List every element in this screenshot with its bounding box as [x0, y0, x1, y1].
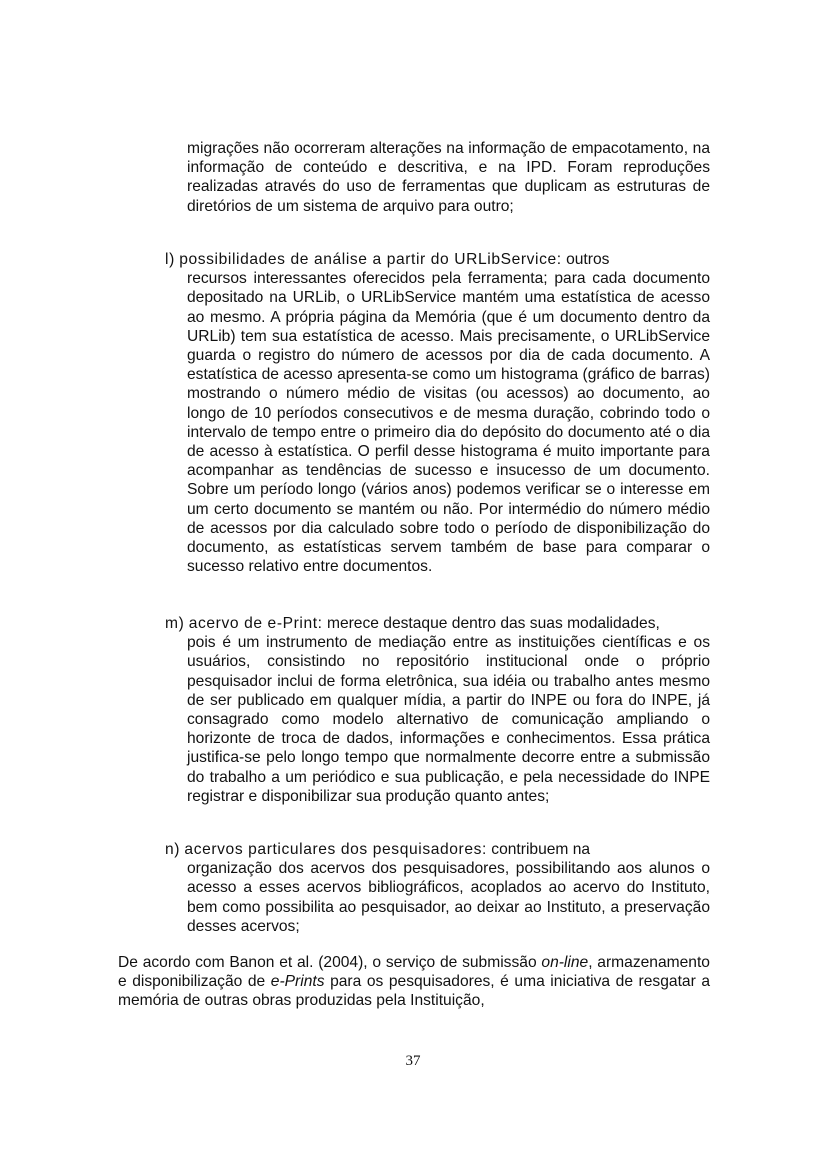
list-item-m	[165, 614, 710, 806]
closing-paragraph	[118, 953, 710, 1011]
list-marker: m)	[165, 615, 185, 632]
list-item-l	[165, 250, 710, 576]
list-marker: n)	[165, 841, 181, 858]
list-item-first-line: contribuem na	[491, 841, 591, 858]
list-marker: l)	[165, 251, 175, 268]
closing-italic-eprints: e-Prints	[270, 973, 325, 991]
list-item-body: pois é um instrumento de mediação entre as instituições científicas e os usuários, consistindo no repositório institucional onde o próprio pesquisador inclui de forma eletrônica, sua idéia ou trabalho antes mesmo de ser publicado em qualquer mídia, a partir do INPE ou fora do INPE, já consagrado como modelo alternativo de comunicação ampliando o horizonte de troca de dados, informações e conhecimentos. Essa prática justifica-se pelo longo tempo que normalmente decorre entre a submissão do trabalho a um periódico e sua publicação, e pela necessidade do INPE registrar e disponibilizar sua produção quanto antes;	[187, 634, 710, 805]
list-item-n	[165, 840, 710, 936]
list-item-body: organização dos acervos dos pesquisadores, possibilitando aos alunos o acesso a esses acervos bibliográficos, acoplados ao acervo do Instituto, bem como possibilita ao pesquisador, ao deixar ao Instituto, a preservação desses acervos;	[187, 860, 710, 935]
list-item-lead: acervo de e-Print:	[188, 615, 323, 632]
closing-text-3: para os pesquisadores, é uma iniciativa de resgatar a memória de outras obras produzidas pela Instituição,	[118, 973, 710, 1010]
closing-text-2: , armazenamento e disponibilização de	[118, 954, 710, 991]
list-item-body: recursos interessantes oferecidos pela ferramenta; para cada documento depositado na URLib, o URLibService mantém uma estatística de acesso ao mesmo. A própria página da Memória (que é um documento dentro da URLib) tem sua estatística de acesso. Mais precisamente, o URLibService guarda o registro do número de acessos por dia de cada documento. A estatística de acesso apresenta-se como um histograma (gráfico de barras) mostrando o número médio de visitas (ou acessos) ao documento, ao longo de 10 períodos consecutivos e de mesma duração, cobrindo todo o intervalo de tempo entre o primeiro dia do depósito do documento até o dia de acesso à estatística. O perfil desse histograma é muito importante para acompanhar as tendências de sucesso e insucesso de um documento. Sobre um período longo (vários anos) podemos verificar se o interesse em um certo documento se mantém ou não. Por intermédio do número médio de acessos por dia calculado sobre todo o período de disponibilização do documento, as estatísticas servem também de base para comparar o sucesso relativo entre documentos.	[187, 270, 710, 576]
list-item-lead: possibilidades de análise a partir do URLibService:	[179, 251, 562, 268]
list-item-first-line: outros	[566, 251, 610, 268]
continuation-paragraph: migrações não ocorreram alterações na informação de empacotamento, na informação de conteúdo e descritiva, e na IPD. Foram reproduções realizadas através do uso de ferramentas que duplicam as estruturas de diretórios de um sistema de arquivo para outro;	[187, 140, 710, 215]
list-item-lead: acervos particulares dos pesquisadores:	[184, 841, 487, 858]
page-number: 37	[405, 1053, 421, 1069]
closing-text-1: De acordo com Banon et al. (2004), o serviço de submissão	[118, 954, 542, 971]
closing-italic-online: on-line	[541, 954, 589, 971]
list-item-first-line: merece destaque dentro das suas modalidades,	[326, 615, 660, 632]
